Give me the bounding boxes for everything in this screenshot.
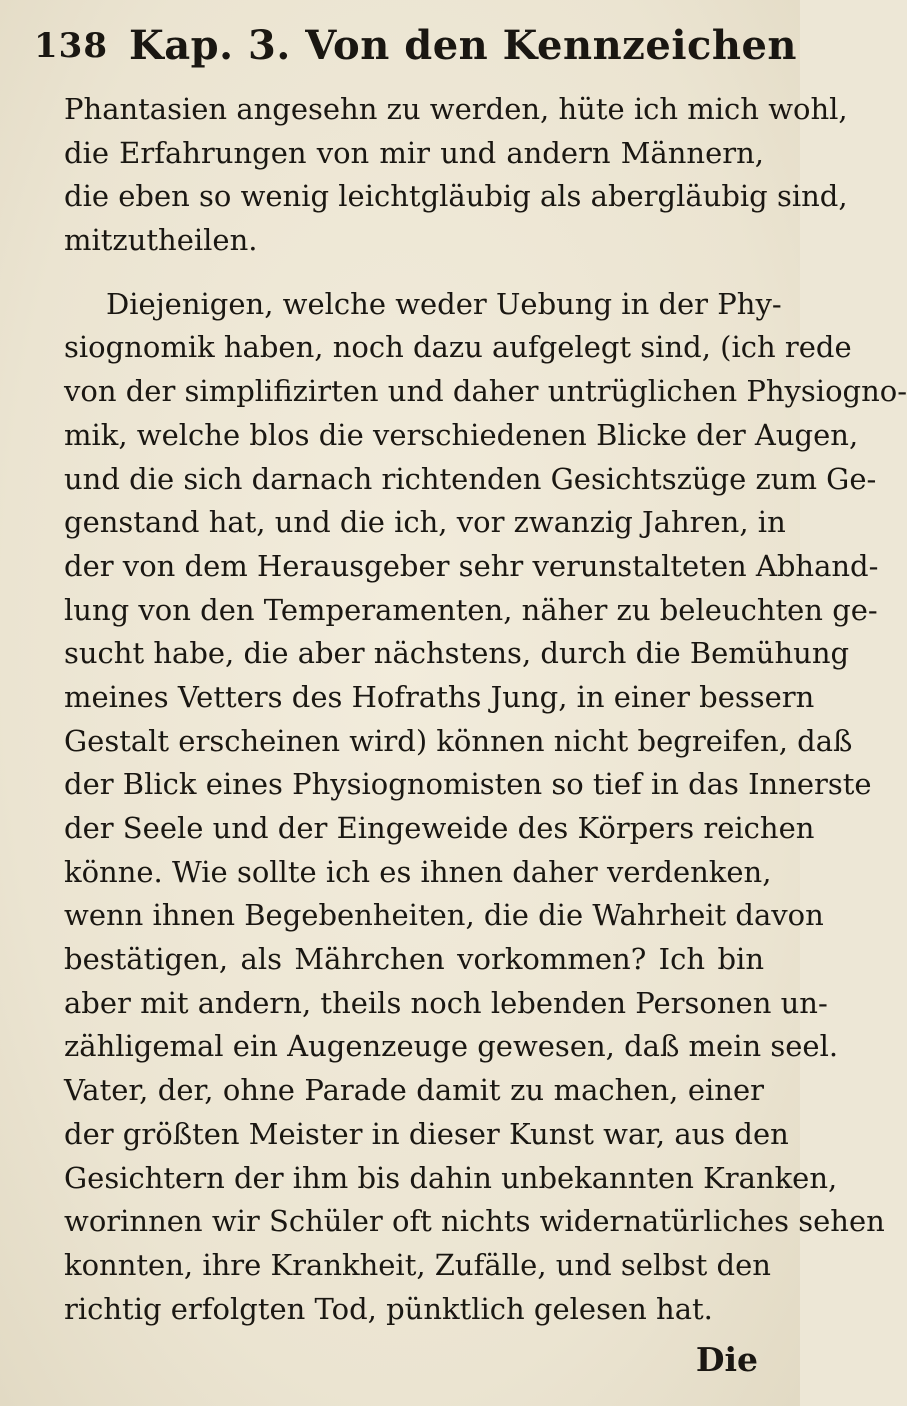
text-line: worinnen wir Schüler oft nichts widernatürliches sehen bbox=[64, 1204, 885, 1239]
text-line: meines Vetters des Hofraths Jung, in einer bessern bbox=[64, 679, 815, 714]
text-line: Diejenigen, welche weder Uebung in der Phy- bbox=[106, 286, 782, 321]
text-line: bestätigen, als Mährchen vorkommen? Ich bin bbox=[64, 942, 764, 977]
text-line: aber mit andern, theils noch lebenden Personen un- bbox=[64, 985, 828, 1020]
text-line: Phantasien angesehn zu werden, hüte ich mich wohl, bbox=[64, 92, 848, 126]
text-line: die eben so wenig leichtgläubig als abergläubig sind, bbox=[64, 179, 848, 214]
text-line: Vater, der, ohne Parade damit zu machen, einer bbox=[64, 1073, 764, 1108]
text-line: könne. Wie sollte ich es ihnen daher verdenken, bbox=[64, 854, 772, 889]
text-line: siognomik haben, noch dazu aufgelegt sind, (ich rede bbox=[64, 330, 852, 365]
text-line: zähligemal ein Augenzeuge gewesen, daß mein seel. bbox=[64, 1029, 839, 1064]
text-line: wenn ihnen Begebenheiten, die die Wahrheit davon bbox=[64, 898, 824, 933]
text-line: mik, welche blos die verschiedenen Blicke der Augen, bbox=[64, 417, 859, 452]
text-line: und die sich darnach richtenden Gesichtszüge zum Ge- bbox=[64, 461, 877, 496]
text-line: der von dem Herausgeber sehr verunstalteten Abhand- bbox=[64, 548, 879, 583]
text-line: der größten Meister in dieser Kunst war, aus den bbox=[64, 1116, 789, 1151]
text-line: Gestalt erscheinen wird) können nicht begreifen, daß bbox=[64, 723, 853, 758]
body-text bbox=[64, 88, 907, 1331]
text-line: der Seele und der Eingeweide des Körpers reichen bbox=[64, 811, 815, 845]
text-line: Gesichtern der ihm bis dahin unbekannten Kranken, bbox=[64, 1160, 838, 1195]
text-line: mitzutheilen. bbox=[64, 223, 258, 258]
text-line: konnten, ihre Krankheit, Zufälle, und selbst den bbox=[64, 1247, 771, 1282]
running-title: Kap. 3. Von den Kennzeichen bbox=[129, 22, 797, 69]
page-number: 138 bbox=[34, 26, 108, 66]
catchword: Die bbox=[695, 1340, 758, 1379]
text-line: von der simplifizirten und daher untrüglichen Physiogno- bbox=[64, 374, 907, 409]
text-line: der Blick eines Physiognomisten so tief in das Innerste bbox=[64, 767, 872, 802]
text-line: sucht habe, die aber nächstens, durch die Bemühung bbox=[64, 636, 850, 671]
text-line: genstand hat, und die ich, vor zwanzig Jahren, in bbox=[64, 505, 786, 540]
page-header bbox=[34, 20, 797, 70]
text-line: richtig erfolgten Tod, pünktlich gelesen hat. bbox=[64, 1291, 713, 1326]
text-line: lung von den Temperamenten, näher zu beleuchten ge- bbox=[64, 592, 878, 627]
text-line: die Erfahrungen von mir und andern Männern, bbox=[64, 135, 764, 170]
